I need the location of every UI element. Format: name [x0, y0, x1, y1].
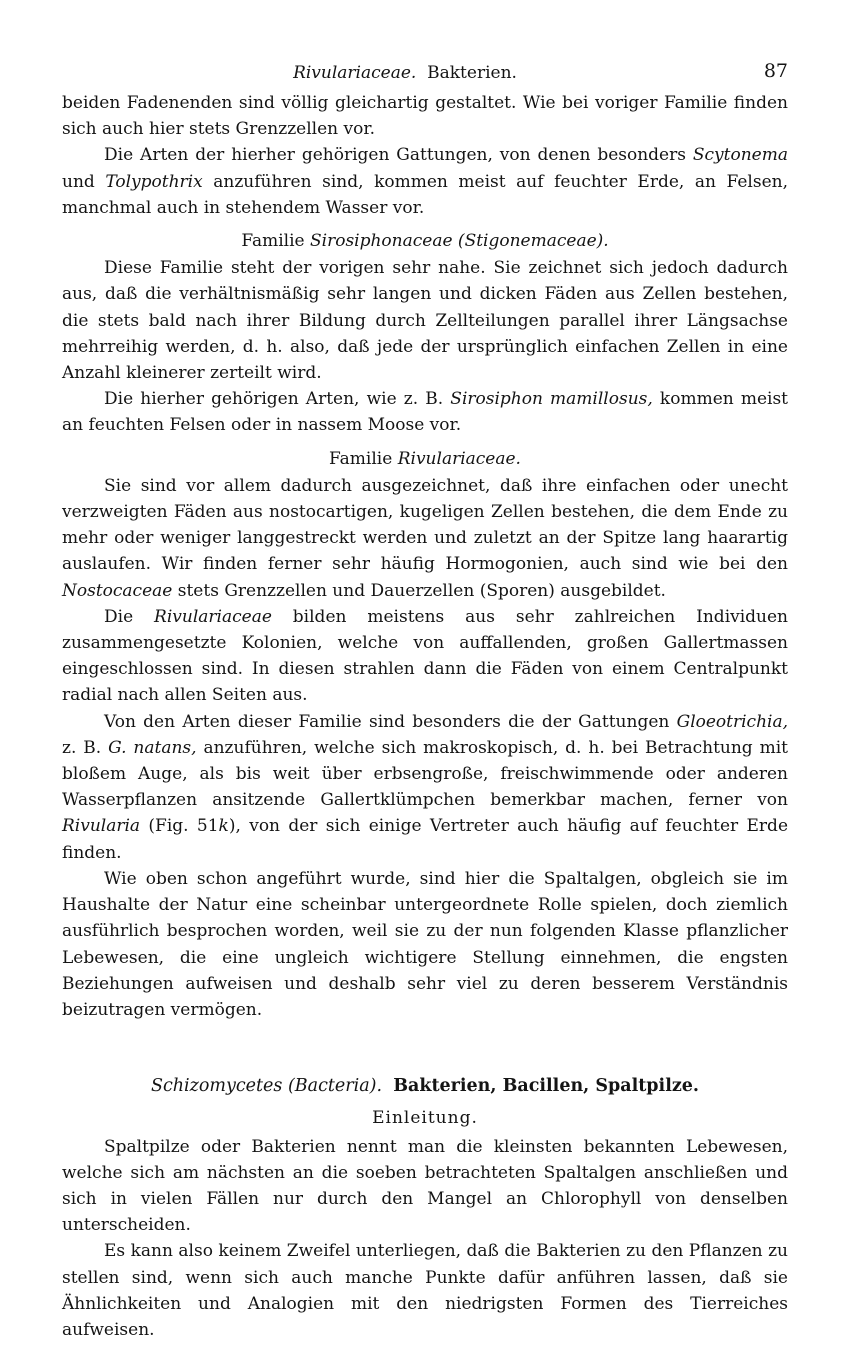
paragraph-6: Die Rivulariaceae bilden meistens aus sehr zahlreichen Individuen zusammengesetzte Kolonien, welche von auffallenden, großen Gallertmassen eingeschlossen sind. In diesen strahlen dann die Fäden von einem Centralpunkt radial nach allen Seiten aus.: [62, 606, 789, 706]
section-heading-schizomycetes: Schizomycetes (Bacteria). Bakterien, Bacillen, Spaltpilze.: [150, 1076, 700, 1097]
family-heading-rivulariaceae: Familie Rivulariaceae.: [329, 448, 521, 469]
running-head: [62, 56, 788, 90]
paragraph-4: Die hierher gehörigen Arten, wie z. B. Sirosiphon mamillosus, kommen meist an feuchten Felsen oder in nassem Moose vor.: [62, 389, 789, 436]
page-number: 87: [763, 60, 788, 82]
paragraph-1: beiden Fadenenden sind völlig gleichartig gestaltet. Wie bei voriger Familie finden sich auch hier stets Grenzzellen vor.: [62, 93, 788, 140]
paragraph-9: Spaltpilze oder Bakterien nennt man die kleinsten bekannten Lebewesen, welche sich am nächsten an die soeben betrachteten Spaltalgen anschließen und sich in vielen Fällen nur durch den Mangel an Chlorophyll von denselben unterscheiden.: [62, 1136, 788, 1236]
sub-heading-einleitung: Einleitung.: [372, 1108, 478, 1129]
book-page: [62, 56, 788, 1343]
paragraph-5: Sie sind vor allem dadurch ausgezeichnet, daß ihre einfachen oder unecht verzweigten Fäden aus nostocartigen, kugeligen Zellen bestehen, die dem Ende zu mehr oder weniger langgestreckt werden und zuletzt an der Spitze lang haarartig auslaufen. Wir finden ferner sehr häufig Hormogonien, auch sind wie bei den Nostocaceae stets Grenzzellen und Dauerzellen (Sporen) ausgebildet.: [62, 475, 788, 601]
paragraph-3: Diese Familie steht der vorigen sehr nahe. Sie zeichnet sich jedoch dadurch aus, daß die verhältnismäßig sehr langen und dicken Fäden aus Zellen bestehen, die stets bald nach ihrer Bildung durch Zellteilungen parallel ihrer Längsachse mehrreihig werden, d. h. also, daß jede der ursprünglich einfachen Zellen in eine Anzahl kleinerer zerteilt wird.: [62, 258, 788, 384]
running-head-title: Rivulariaceae. Bakterien.: [293, 63, 517, 83]
paragraph-7: Von den Arten dieser Familie sind besonders die der Gattungen Gloeotrichia, z. B. G. natans, anzuführen, welche sich makroskopisch, d. h. bei Betrachtung mit bloßem Auge, als bis weit über erbsengroße, freischwimmende oder anderen Wasserpflanzen ansitzende Gallertklümpchen bemerkbar machen, ferner von Rivularia (Fig. 51k), von der sich einige Vertreter auch häufig auf feuchter Erde finden.: [62, 711, 788, 863]
paragraph-10: Es kann also keinem Zweifel unterliegen, daß die Bakterien zu den Pflanzen zu stellen sind, wenn sich auch manche Punkte dafür anführen lassen, daß sie Ähnlichkeiten und Analogien mit den niedrigsten Formen des Tierreiches aufweisen.: [62, 1241, 788, 1340]
paragraph-8: Wie oben schon angeführt wurde, sind hier die Spaltalgen, obgleich sie im Haushalte der Natur eine scheinbar untergeordnete Rolle spielen, doch ziemlich ausführlich besprochen worden, weil sie zu der nun folgenden Klasse pflanzlicher Lebewesen, die eine ungleich wichtigere Stellung einnehmen, die engsten Beziehungen aufweisen und deshalb sehr viel zu deren besserem Verständnis beizutragen vermögen.: [62, 868, 788, 1020]
paragraph-2: Die Arten der hierher gehörigen Gattungen, von denen besonders Scytonema und Tolypothrix anzuführen sind, kommen meist auf feuchter Erde, an Felsen, manchmal auch in stehendem Wasser vor.: [62, 145, 789, 218]
family-heading-sirosiphonaceae: Familie Sirosiphonaceae (Stigonemaceae).: [241, 231, 609, 252]
